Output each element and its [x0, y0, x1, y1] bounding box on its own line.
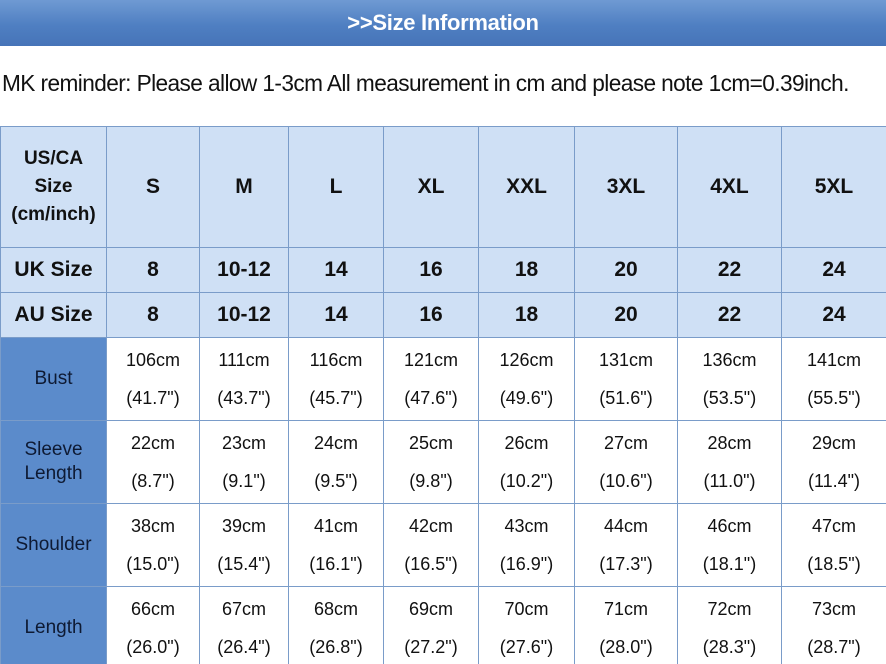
measurement-cell: [782, 504, 886, 587]
inch-value: (16.1"): [309, 554, 363, 574]
measurement-cell: [479, 421, 575, 504]
cm-value: 73cm: [811, 599, 856, 619]
measurement-cell: [479, 504, 575, 587]
cm-value: 47cm: [811, 516, 856, 536]
measurement-cell: [575, 504, 678, 587]
cm-value: 22cm: [130, 433, 175, 453]
measurement-cell: [782, 421, 886, 504]
bust-row: [1, 338, 886, 421]
cm-value: 39cm: [221, 516, 266, 536]
measurement-cell: [575, 421, 678, 504]
measurement-cell: [782, 587, 886, 664]
inch-value: (53.5"): [702, 388, 757, 408]
size-header-5xl: 5XL: [782, 127, 886, 248]
measurement-cell: [289, 421, 384, 504]
au-size-value: 8: [107, 293, 200, 338]
inch-value: (27.2"): [404, 637, 458, 657]
cm-value: 111cm: [218, 350, 270, 370]
measurement-cell: [200, 338, 289, 421]
inch-value: (51.6"): [599, 388, 653, 408]
measurement-cell: [678, 504, 782, 587]
cm-value: 26cm: [504, 433, 549, 453]
uk-size-value: 14: [289, 248, 384, 293]
au-size-label: AU Size: [1, 293, 107, 338]
cm-value: 69cm: [408, 599, 453, 619]
size-header-m: M: [200, 127, 289, 248]
cm-value: 70cm: [504, 599, 549, 619]
size-header-l: L: [289, 127, 384, 248]
inch-value: (41.7"): [126, 388, 180, 408]
cm-value: 29cm: [811, 433, 856, 453]
cm-value: 131cm: [598, 350, 654, 370]
measurement-cell: [289, 504, 384, 587]
cm-value: 126cm: [499, 350, 554, 370]
corner-line-size: Size: [34, 176, 73, 197]
inch-value: (27.6"): [499, 637, 554, 657]
length-row: [1, 587, 886, 664]
measurement-cell: [289, 338, 384, 421]
cm-value: 38cm: [130, 516, 175, 536]
au-size-value: 24: [782, 293, 886, 338]
size-header-3xl: 3XL: [575, 127, 678, 248]
cm-value: 44cm: [603, 516, 648, 536]
measurement-cell: [200, 504, 289, 587]
size-header-xl: XL: [384, 127, 479, 248]
uk-size-value: 22: [678, 248, 782, 293]
uk-size-value: 8: [107, 248, 200, 293]
cm-value: 71cm: [603, 599, 648, 619]
size-table: [0, 126, 886, 664]
cm-value: 66cm: [130, 599, 175, 619]
measurement-cell: [575, 338, 678, 421]
inch-value: (8.7"): [131, 471, 175, 491]
inch-value: (15.0"): [126, 554, 180, 574]
inch-value: (43.7"): [217, 388, 271, 408]
au-size-value: 16: [384, 293, 479, 338]
inch-value: (11.0"): [703, 471, 756, 491]
cm-value: 25cm: [408, 433, 453, 453]
measurement-cell: [384, 338, 479, 421]
inch-value: (26.4"): [217, 637, 271, 657]
cm-value: 67cm: [221, 599, 266, 619]
inch-value: (47.6"): [404, 388, 458, 408]
measurement-cell: [200, 587, 289, 664]
measurement-cell: [200, 421, 289, 504]
au-size-value: 10-12: [200, 293, 289, 338]
inch-value: (16.5"): [404, 554, 458, 574]
inch-value: (10.6"): [599, 471, 653, 491]
inch-value: (26.0"): [126, 637, 180, 657]
measurement-cell: [479, 338, 575, 421]
corner-line-units: (cm/inch): [11, 204, 96, 225]
uk-size-value: 10-12: [200, 248, 289, 293]
measurement-cell: [782, 338, 886, 421]
inch-value: (45.7"): [309, 388, 363, 408]
au-size-value: 22: [678, 293, 782, 338]
measurement-cell: [107, 587, 200, 664]
size-header-4xl: 4XL: [678, 127, 782, 248]
inch-value: (18.1"): [702, 554, 757, 574]
sleeve-length-label: Sleeve Length: [1, 421, 107, 504]
inch-value: (49.6"): [499, 388, 554, 408]
measurement-cell: [384, 421, 479, 504]
measurement-cell: [678, 587, 782, 664]
inch-value: (28.0"): [599, 637, 653, 657]
measurement-cell: [384, 504, 479, 587]
cm-value: 23cm: [221, 433, 266, 453]
inch-value: (9.1"): [222, 471, 266, 491]
au-size-row: [1, 293, 886, 338]
cm-value: 116cm: [309, 350, 363, 370]
au-size-value: 18: [479, 293, 575, 338]
measurement-cell: [575, 587, 678, 664]
inch-value: (16.9"): [499, 554, 554, 574]
shoulder-label: Shoulder: [1, 504, 107, 587]
measurement-cell: [678, 338, 782, 421]
inch-value: (28.3"): [702, 637, 757, 657]
uk-size-value: 18: [479, 248, 575, 293]
inch-value: (15.4"): [217, 554, 271, 574]
measurement-cell: [678, 421, 782, 504]
cm-value: 28cm: [707, 433, 752, 453]
cm-value: 27cm: [603, 433, 648, 453]
inch-value: (17.3"): [599, 554, 653, 574]
bust-label: Bust: [1, 338, 107, 421]
cm-value: 106cm: [125, 350, 181, 370]
inch-value: (28.7"): [807, 637, 861, 657]
uk-size-value: 20: [575, 248, 678, 293]
cm-value: 46cm: [707, 516, 752, 536]
size-information-banner: >>Size Information: [0, 0, 886, 46]
cm-value: 136cm: [702, 350, 757, 370]
cm-value: 41cm: [313, 516, 358, 536]
measurement-cell: [107, 338, 200, 421]
measurement-cell: [289, 587, 384, 664]
size-corner-cell: [1, 127, 107, 248]
size-header-s: S: [107, 127, 200, 248]
measurement-cell: [479, 587, 575, 664]
corner-line-region: US/CA: [23, 148, 84, 169]
inch-value: (26.8"): [309, 637, 363, 657]
inch-value: (11.4"): [807, 471, 861, 491]
cm-value: 121cm: [403, 350, 459, 370]
cm-value: 42cm: [408, 516, 453, 536]
inch-value: (55.5"): [807, 388, 861, 408]
inch-value: (9.5"): [314, 471, 358, 491]
uk-size-value: 24: [782, 248, 886, 293]
uk-size-value: 16: [384, 248, 479, 293]
sleeve-length-row: [1, 421, 886, 504]
shoulder-row: [1, 504, 886, 587]
cm-value: 141cm: [806, 350, 862, 370]
au-size-value: 20: [575, 293, 678, 338]
au-size-value: 14: [289, 293, 384, 338]
size-header-row: [1, 127, 886, 248]
inch-value: (9.8"): [409, 471, 453, 491]
measurement-cell: [107, 421, 200, 504]
length-label: Length: [1, 587, 107, 664]
uk-size-row: [1, 248, 886, 293]
cm-value: 24cm: [313, 433, 358, 453]
measurement-reminder: MK reminder: Please allow 1-3cm All measurement in cm and please note 1cm=0.39inch.: [2, 70, 849, 96]
measurement-cell: [384, 587, 479, 664]
uk-size-label: UK Size: [1, 248, 107, 293]
measurement-cell: [107, 504, 200, 587]
inch-value: (18.5"): [807, 554, 861, 574]
cm-value: 72cm: [707, 599, 752, 619]
inch-value: (10.2"): [499, 471, 554, 491]
cm-value: 43cm: [504, 516, 549, 536]
size-header-xxl: XXL: [479, 127, 575, 248]
cm-value: 68cm: [313, 599, 358, 619]
